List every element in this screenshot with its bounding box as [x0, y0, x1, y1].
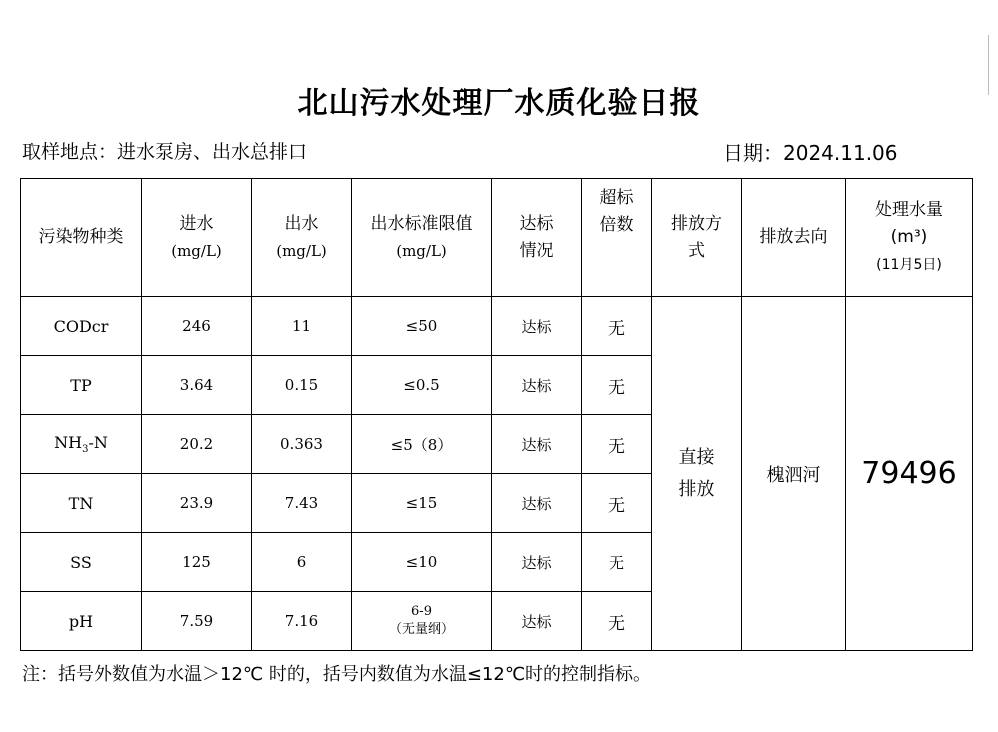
- effluent-cell: 0.363: [252, 415, 352, 474]
- status-cell: 达标: [492, 592, 582, 651]
- header-pollutant: 污染物种类: [21, 179, 142, 297]
- discharge-destination-cell: 槐泗河: [742, 297, 846, 651]
- influent-cell: 125: [142, 533, 252, 592]
- influent-cell: 20.2: [142, 415, 252, 474]
- effluent-cell: 6: [252, 533, 352, 592]
- exceed-cell: 无: [582, 415, 652, 474]
- exceed-cell: 无: [582, 592, 652, 651]
- limit-cell: ≤10: [352, 533, 492, 592]
- report-title: 北山污水处理厂水质化验日报: [297, 86, 701, 121]
- pollutant-cell: TP: [21, 356, 142, 415]
- header-method: 排放方 式: [652, 179, 742, 297]
- treated-volume-cell: 79496: [846, 297, 973, 651]
- status-cell: 达标: [492, 356, 582, 415]
- effluent-cell: 11: [252, 297, 352, 356]
- exceed-cell: 无: [582, 356, 652, 415]
- limit-cell: ≤50: [352, 297, 492, 356]
- limit-cell: ≤15: [352, 474, 492, 533]
- header-limit: 出水标准限值 (mg/L): [352, 179, 492, 297]
- effluent-cell: 0.15: [252, 356, 352, 415]
- header-volume: 处理水量 (m³) (11月5日): [846, 179, 973, 297]
- pollutant-cell: pH: [21, 592, 142, 651]
- exceed-cell: 无: [582, 297, 652, 356]
- table-row: [21, 297, 973, 356]
- effluent-cell: 7.16: [252, 592, 352, 651]
- limit-cell: ≤0.5: [352, 356, 492, 415]
- limit-cell: ≤5（8）: [352, 415, 492, 474]
- header-destination: 排放去向: [742, 179, 846, 297]
- limit-cell: 6-9 （无量纲）: [352, 592, 492, 651]
- influent-cell: 7.59: [142, 592, 252, 651]
- exceed-cell: 无: [582, 474, 652, 533]
- header-status: 达标 情况: [492, 179, 582, 297]
- pollutant-cell: CODcr: [21, 297, 142, 356]
- header-influent: 进水 (mg/L): [142, 179, 252, 297]
- influent-cell: 246: [142, 297, 252, 356]
- report-date: 日期：2024.11.06: [723, 141, 898, 165]
- sampling-location: 取样地点：进水泵房、出水总排口: [22, 141, 308, 163]
- pollutant-cell: TN: [21, 474, 142, 533]
- status-cell: 达标: [492, 533, 582, 592]
- pollutant-cell: $NH_3-N$: [21, 415, 142, 474]
- header-effluent: 出水 (mg/L): [252, 179, 352, 297]
- influent-cell: 3.64: [142, 356, 252, 415]
- discharge-method-cell: 直接 排放: [652, 297, 742, 651]
- water-quality-table: [20, 178, 973, 651]
- table-header-row: [21, 179, 973, 297]
- status-cell: 达标: [492, 415, 582, 474]
- influent-cell: 23.9: [142, 474, 252, 533]
- footnote: 注：括号外数值为水温＞12℃ 时的，括号内数值为水温≤12℃时的控制指标。: [22, 664, 652, 685]
- header-exceed: 超标 倍数: [582, 179, 652, 297]
- pollutant-cell: SS: [21, 533, 142, 592]
- exceed-cell: 无: [582, 533, 652, 592]
- status-cell: 达标: [492, 297, 582, 356]
- effluent-cell: 7.43: [252, 474, 352, 533]
- status-cell: 达标: [492, 474, 582, 533]
